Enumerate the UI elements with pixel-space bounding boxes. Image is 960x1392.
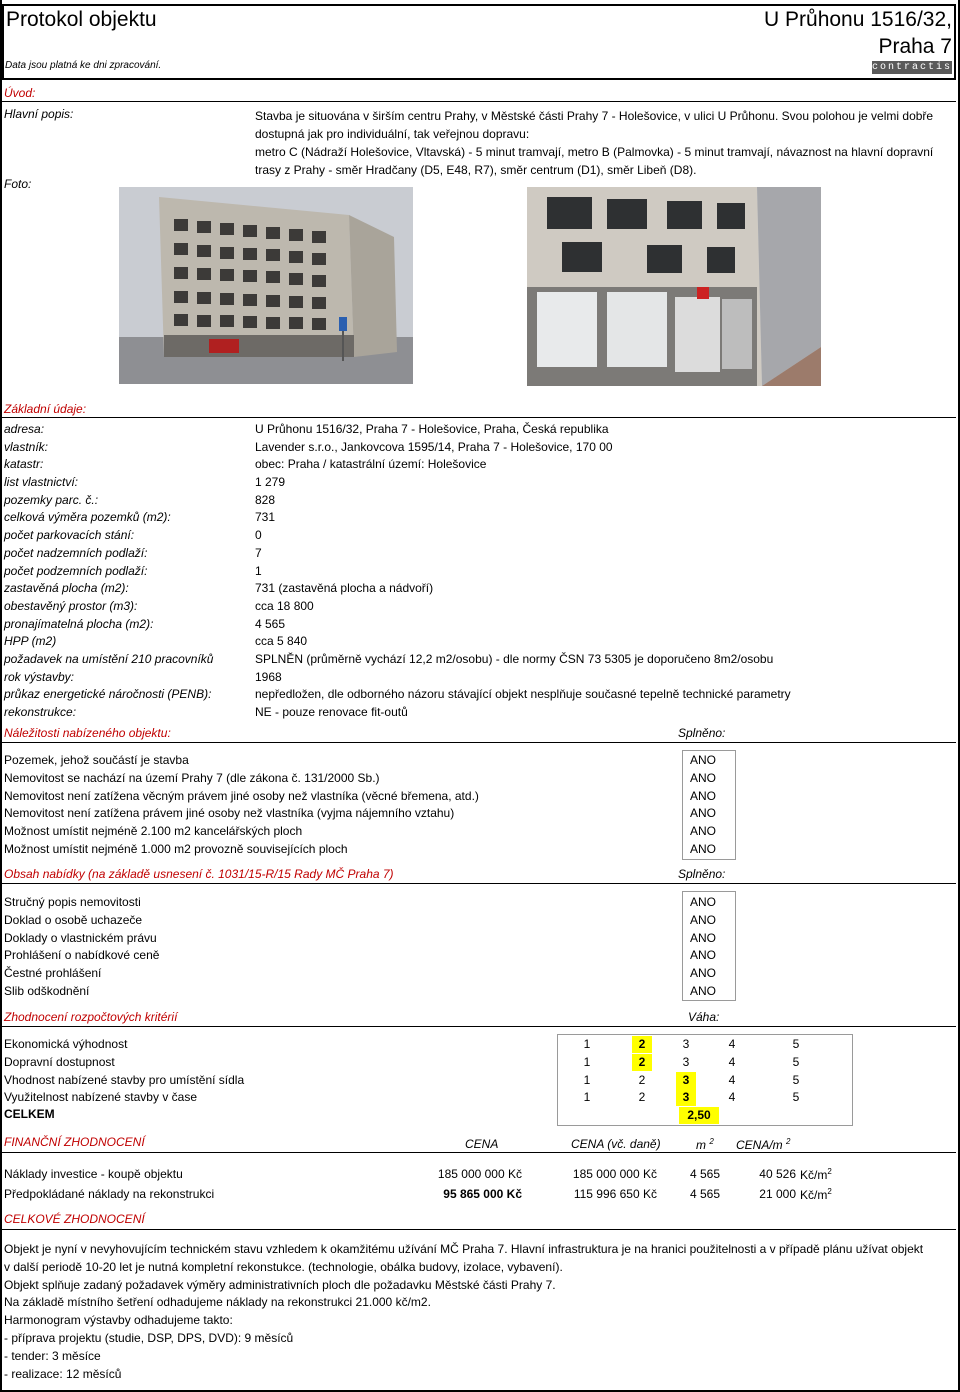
basic-value: 731 [255, 510, 276, 525]
requirement-row [4, 788, 904, 806]
basic-label: pronajímatelná plocha (m2): [4, 616, 154, 631]
basic-row [4, 474, 954, 492]
contractis-logo: contractis [872, 62, 953, 73]
overall-line: Objekt je nyní v nevyhovujícím technickém stavu vzhledem k okamžitému užívání MČ Praha 7. Hlavní infrastruktura je na hranici použitelnosti a v případě plánu užívat objekt [4, 1242, 924, 1256]
financial-col-price: CENA [465, 1137, 499, 1151]
financial-price: 95 865 000 Kč [443, 1187, 522, 1201]
divider [2, 883, 956, 884]
basic-value: obec: Praha / katastrální území: Holešovice [255, 457, 487, 472]
section-offer: Obsah nabídky (na základě usnesení č. 1031/15-R/15 Rady MČ Praha 7) [4, 867, 394, 881]
requirement-row [4, 841, 904, 859]
overall-line: v další periodě 10-20 let je nutná kompletní rekonstukce. (technologie, obálka budovy, izolace, vybavení). [4, 1259, 563, 1274]
overall-line: - realizace: 12 měsíců [4, 1366, 122, 1381]
basic-value: 4 565 [255, 616, 286, 631]
basic-label: počet parkovacích stání: [4, 528, 135, 543]
financial-price-vat: 115 996 650 Kč [573, 1187, 657, 1201]
basic-label: obestavěný prostor (m3): [4, 598, 138, 613]
basic-label: HPP (m2) [4, 634, 57, 649]
offer-col-header: Splněno: [678, 867, 726, 881]
basic-label: požadavek na umístění 210 pracovníků [4, 651, 214, 666]
basic-label: počet podzemních podlaží: [4, 563, 148, 578]
requirement-row [4, 805, 904, 823]
basic-value: 731 (zastavěná plocha a nádvoří) [255, 581, 434, 596]
basic-data-table [4, 421, 954, 722]
evaluation-score: 5 [792, 1090, 800, 1105]
offer-row [4, 983, 904, 1001]
evaluation-score: 3 [676, 1072, 696, 1089]
evaluation-score: 4 [728, 1090, 736, 1105]
basic-row [4, 704, 954, 722]
basic-row [4, 439, 954, 457]
offer-value: ANO [690, 966, 717, 981]
basic-value: 1968 [255, 669, 282, 684]
evaluation-score: 4 [728, 1072, 736, 1087]
requirement-label: Nemovitost není zatížena věcným právem jiné osoby než vlastníka (věcné břemena, atd.) [4, 788, 479, 803]
basic-value: 1 279 [255, 475, 286, 490]
basic-label: katastr: [4, 457, 44, 472]
section-overall: CELKOVÉ ZHODNOCENÍ [4, 1212, 145, 1226]
description-line: Stavba je situována v širším centru Prahy, v Městské části Prahy 7 - Holešovice, v ulici U Průhonu. Svou polohou je velmi dobře [255, 109, 934, 123]
requirement-label: Nemovitost není zatížena právem jiné osoby než vlastníka (vyjma nájemního vztahu) [4, 806, 455, 821]
financial-m2: 4 565 [689, 1187, 720, 1201]
evaluation-score: 1 [583, 1037, 591, 1051]
header-note: Data jsou platná ke dni zpracování. [5, 60, 162, 71]
evaluation-score: 5 [792, 1037, 800, 1051]
description-line: trasy z Prahy - směr Hradčany (D5, E48, R7), směr centrum (D1), směr Libeň (D8). [255, 163, 697, 177]
financial-col-per-m2: CENA/m $^2$ [736, 1137, 791, 1152]
divider [2, 1229, 956, 1230]
financial-unit: $Kč/m^2$ [800, 1187, 832, 1202]
offer-row [4, 912, 904, 930]
evaluation-label: Dopravní dostupnost [4, 1054, 115, 1069]
offer-label: Doklady o vlastnickém právu [4, 930, 157, 945]
financial-col-price-vat: CENA (vč. daně) [571, 1137, 661, 1151]
financial-price: 185 000 000 Kč [437, 1167, 522, 1181]
basic-row [4, 616, 954, 634]
overall-line: Objekt splňuje zadaný požadavek výměry administrativních ploch dle požadavku Městské části Prahy 7. [4, 1277, 556, 1292]
basic-value: 828 [255, 492, 276, 507]
financial-row [4, 1167, 944, 1185]
financial-m2: 4 565 [689, 1167, 720, 1181]
evaluation-score: 1 [583, 1090, 591, 1105]
evaluation-total-label: CELKEM [4, 1107, 55, 1121]
basic-label: adresa: [4, 422, 45, 436]
evaluation-col-header: Váha: [688, 1010, 720, 1024]
offer-label: Čestné prohlášení [4, 966, 102, 981]
divider [2, 1152, 956, 1153]
requirement-value: ANO [690, 841, 717, 856]
requirement-value: ANO [690, 806, 717, 821]
basic-label: list vlastnictví: [4, 475, 79, 490]
basic-label: průkaz energetické náročnosti (PENB): [4, 687, 212, 702]
overall-line: - příprava projektu (studie, DSP, DPS, DVD): 9 měsíců [4, 1330, 294, 1345]
basic-row [4, 545, 954, 563]
description-line: metro C (Nádraží Holešovice, Vltavská) - 5 minut tramvají, metro B (Palmovka) - 5 minut tramvají, návaznost na hlavní dopravní [255, 145, 934, 159]
offer-row [4, 894, 904, 912]
basic-value: NE - pouze renovace fit-outů [255, 705, 408, 719]
section-requirements: Náležitosti nabízeného objektu: [4, 726, 171, 740]
header-address-line1: U Průhonu 1516/32, [764, 8, 952, 31]
evaluation-score: 3 [676, 1089, 696, 1106]
basic-label: celková výměra pozemků (m2): [4, 510, 171, 525]
basic-label: zastavěná plocha (m2): [4, 581, 129, 596]
section-intro: Úvod: [4, 86, 36, 100]
basic-row [4, 580, 954, 598]
basic-row [4, 651, 954, 669]
basic-row [4, 456, 954, 474]
basic-row [4, 527, 954, 545]
basic-label: vlastník: [4, 439, 49, 454]
offer-label: Stručný popis nemovitosti [4, 895, 141, 909]
divider [2, 742, 956, 743]
basic-row [4, 686, 954, 704]
requirement-label: Možnost umístit nejméně 2.100 m2 kancelářských ploch [4, 824, 303, 839]
financial-label: Předpokládané náklady na rekonstrukci [4, 1187, 215, 1201]
requirement-label: Možnost umístit nejméně 1.000 m2 provozně souvisejících ploch [4, 841, 348, 856]
basic-label: rekonstrukce: [4, 705, 77, 719]
financial-col-m2: m $^2$ [696, 1137, 714, 1152]
basic-value: cca 18 800 [255, 598, 314, 613]
basic-value: Lavender s.r.o., Jankovcova 1595/14, Praha 7 - Holešovice, 170 00 [255, 439, 613, 454]
evaluation-score: 2 [638, 1072, 646, 1087]
offer-value: ANO [690, 912, 717, 927]
section-basic: Základní údaje: [4, 402, 87, 416]
requirement-value: ANO [690, 824, 717, 839]
basic-value: U Průhonu 1516/32, Praha 7 - Holešovice, Praha, Česká republika [255, 422, 609, 436]
requirement-value: ANO [690, 788, 717, 803]
requirement-value: ANO [690, 770, 717, 785]
basic-label: počet nadzemních podlaží: [4, 545, 148, 560]
requirement-row [4, 752, 904, 770]
evaluation-score: 1 [583, 1072, 591, 1087]
requirement-row [4, 770, 904, 788]
offer-list [4, 894, 904, 1001]
divider [2, 417, 956, 418]
evaluation-score: 4 [728, 1037, 736, 1051]
requirement-label: Nemovitost se nachází na území Prahy 7 (dle zákona č. 131/2000 Sb.) [4, 770, 380, 785]
financial-per-m2: 40 526 [759, 1167, 796, 1181]
basic-row [4, 633, 954, 651]
offer-value: ANO [690, 983, 717, 998]
offer-label: Prohlášení o nabídkové ceně [4, 948, 160, 963]
evaluation-score: 5 [792, 1072, 800, 1087]
requirement-row [4, 823, 904, 841]
basic-label: pozemky parc. č.: [4, 492, 99, 507]
basic-row [4, 669, 954, 687]
basic-value: 1 [255, 563, 262, 578]
evaluation-label: Vhodnost nabízené stavby pro umístění sídla [4, 1072, 245, 1087]
main-description-label: Hlavní popis: [4, 107, 74, 121]
evaluation-score: 3 [682, 1037, 690, 1051]
evaluation-score: 2 [632, 1036, 652, 1053]
evaluation-label: Využitelnost nabízené stavby v čase [4, 1090, 197, 1105]
photo-label: Foto: [4, 177, 32, 191]
section-evaluation: Zhodnocení rozpočtových kritérií [4, 1010, 178, 1024]
evaluation-score: 5 [792, 1054, 800, 1069]
evaluation-label: Ekonomická výhodnost [4, 1037, 128, 1051]
offer-row [4, 965, 904, 983]
overall-line: Na základě místního šetření odhadujeme náklady na rekonstrukci 21.000 kč/m2. [4, 1295, 431, 1310]
section-financial: FINANČNÍ ZHODNOCENÍ [4, 1135, 145, 1149]
offer-row [4, 947, 904, 965]
offer-row [4, 930, 904, 948]
page-title: Protokol objektu [6, 8, 157, 31]
offer-value: ANO [690, 948, 717, 963]
basic-row [4, 492, 954, 510]
header-address-line2: Praha 7 [878, 35, 952, 58]
offer-value: ANO [690, 930, 717, 945]
basic-row [4, 563, 954, 581]
evaluation-score: 2 [638, 1090, 646, 1105]
basic-value: cca 5 840 [255, 634, 308, 649]
divider [2, 101, 956, 102]
requirements-list [4, 752, 904, 859]
evaluation-score: 2 [632, 1054, 652, 1071]
overall-line: - tender: 3 měsíce [4, 1348, 101, 1363]
evaluation-score: 3 [682, 1054, 690, 1069]
description-line: dostupná jak pro individuální, tak veřejnou dopravu: [255, 127, 530, 141]
offer-label: Doklad o osobě uchazeče [4, 912, 143, 927]
financial-price-vat: 185 000 000 Kč [572, 1167, 657, 1181]
basic-value: nepředložen, dle odborného názoru stávající objekt nesplňuje současné tepelně technické parametry [255, 687, 791, 702]
basic-row [4, 509, 954, 527]
basic-value: 0 [255, 528, 262, 543]
overall-text [4, 1241, 954, 1383]
requirement-value: ANO [690, 753, 717, 767]
basic-value: 7 [255, 545, 262, 560]
financial-label: Náklady investice - koupě objektu [4, 1167, 183, 1181]
main-description [255, 107, 955, 179]
financial-unit: $Kč/m^2$ [800, 1167, 832, 1182]
evaluation-score: 4 [728, 1054, 736, 1069]
building-photo-right [527, 187, 821, 386]
offer-label: Slib odškodnění [4, 983, 90, 998]
offer-value: ANO [690, 895, 717, 909]
requirements-col-header: Splněno: [678, 726, 726, 740]
basic-value: SPLNĚN (průměrně vychází 12,2 m2/osobu) - dle normy ČSN 73 5305 je doporučeno 8m2/osobu [255, 651, 774, 666]
financial-per-m2: 21 000 [759, 1187, 796, 1201]
divider [2, 1026, 956, 1027]
basic-row [4, 421, 954, 439]
evaluation-total-value: 2,50 [679, 1107, 719, 1124]
building-photo-left [119, 187, 413, 384]
evaluation-score: 1 [583, 1054, 591, 1069]
overall-line: Harmonogram výstavby odhadujeme takto: [4, 1313, 233, 1328]
financial-row [4, 1187, 944, 1205]
basic-row [4, 598, 954, 616]
basic-label: rok výstavby: [4, 669, 75, 684]
requirement-label: Pozemek, jehož součástí je stavba [4, 753, 189, 767]
